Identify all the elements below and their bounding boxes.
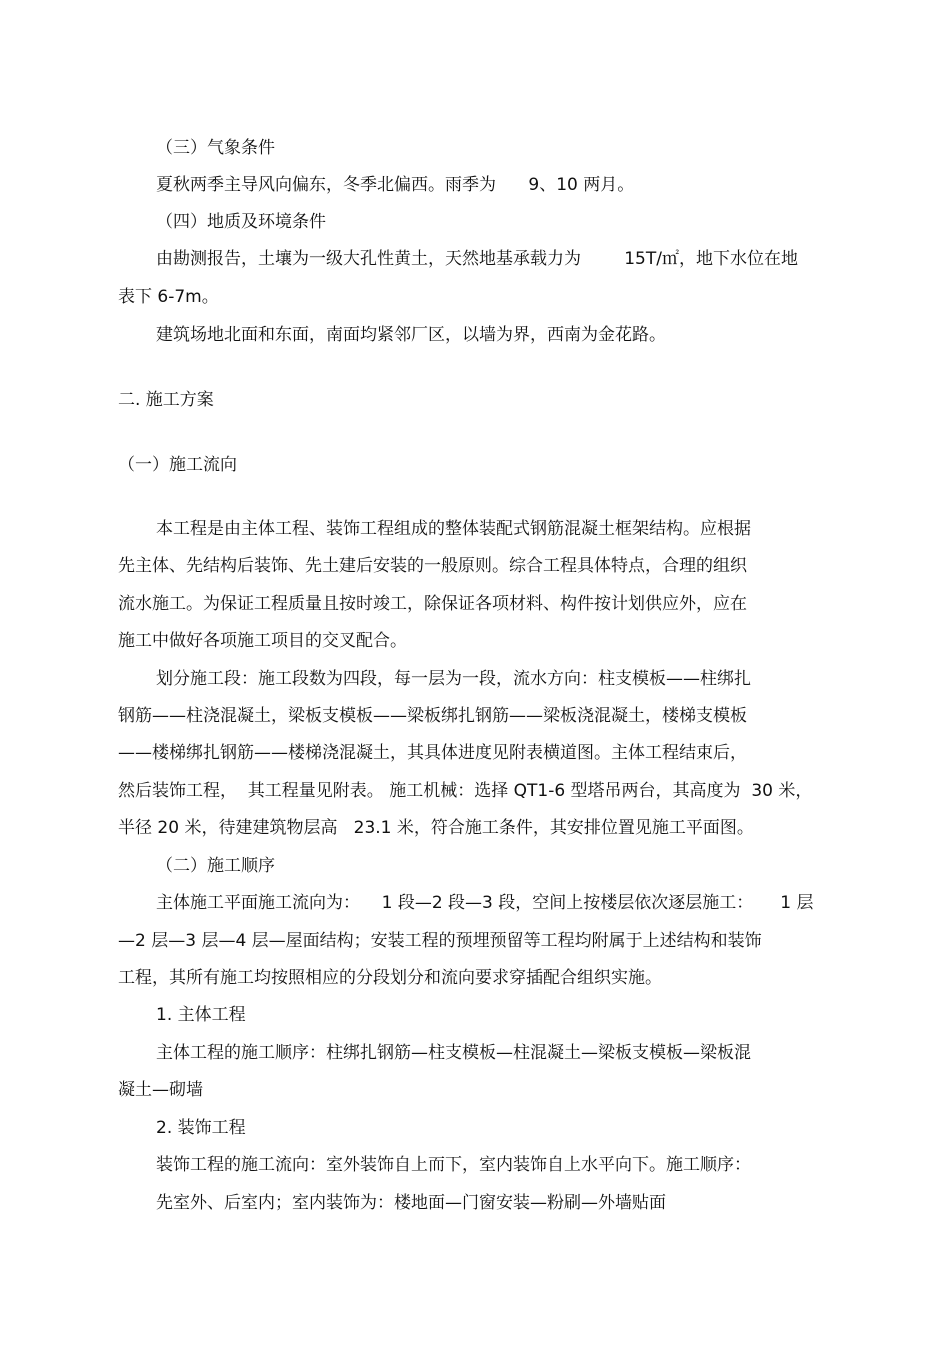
- text-line: 划分施工段：施工段数为四段，每一层为一段，流水方向：柱支模板——柱绑扎: [156, 669, 751, 689]
- heading-geology: （四）地质及环境条件: [156, 212, 326, 232]
- text-line: 半径 20 米，待建建筑物层高 23.1 米，符合施工条件，其安排位置见施工平面图。: [118, 818, 754, 838]
- heading-weather: （三）气象条件: [156, 138, 275, 158]
- text-line: 流水施工。为保证工程质量且按时竣工，除保证各项材料、构件按计划供应外，应在: [118, 594, 747, 614]
- text-line: 本工程是由主体工程、装饰工程组成的整体装配式钢筋混凝土框架结构。应根据: [156, 519, 751, 539]
- numbered-heading: 1. 主体工程: [156, 1005, 246, 1025]
- text-line: 夏秋两季主导风向偏东，冬季北偏西。雨季为 9、10 两月。: [156, 175, 635, 195]
- text-line: 表下 6-7m。: [118, 287, 219, 307]
- text-line: 施工中做好各项施工项目的交叉配合。: [118, 631, 407, 651]
- text-line: 凝土—砌墙: [118, 1080, 203, 1100]
- numbered-heading: 2. 装饰工程: [156, 1118, 246, 1138]
- text-line: ——楼梯绑扎钢筋——楼梯浇混凝土，其具体进度见附表横道图。主体工程结束后，: [118, 743, 747, 763]
- text-line: 钢筋——柱浇混凝土，梁板支模板——梁板绑扎钢筋——梁板浇混凝土，楼梯支模板: [118, 706, 747, 726]
- text-line: —2 层—3 层—4 层—屋面结构；安装工程的预埋预留等工程均附属于上述结构和装饰: [118, 931, 762, 951]
- section-heading: 二. 施工方案: [118, 390, 214, 410]
- text-line: 先主体、先结构后装饰、先土建后安装的一般原则。综合工程具体特点，合理的组织: [118, 556, 747, 576]
- text-line: 主体工程的施工顺序：柱绑扎钢筋—柱支模板—柱混凝土—梁板支模板—梁板混: [156, 1043, 751, 1063]
- text-line: 工程，其所有施工均按照相应的分段划分和流向要求穿插配合组织实施。: [118, 968, 662, 988]
- subsection-heading: （二）施工顺序: [156, 856, 275, 876]
- text-line: 装饰工程的施工流向：室外装饰自上而下，室内装饰自上水平向下。施工顺序：: [156, 1155, 751, 1175]
- text-line: 由勘测报告，土壤为一级大孔性黄土，天然地基承载力为 15T/㎡，地下水位在地: [156, 249, 798, 269]
- text-line: 主体施工平面施工流向为： 1 段—2 段—3 段，空间上按楼层依次逐层施工： 1 层: [156, 893, 814, 913]
- text-line: 先室外、后室内；室内装饰为：楼地面—门窗安装—粉刷—外墙贴面: [156, 1193, 666, 1213]
- text-line: 建筑场地北面和东面，南面均紧邻厂区，以墙为界，西南为金花路。: [156, 325, 666, 345]
- subsection-heading: （一）施工流向: [118, 455, 237, 475]
- text-line: 然后装饰工程， 其工程量见附表。 施工机械：选择 QT1-6 型塔吊两台，其高度为 30 米，: [118, 781, 813, 801]
